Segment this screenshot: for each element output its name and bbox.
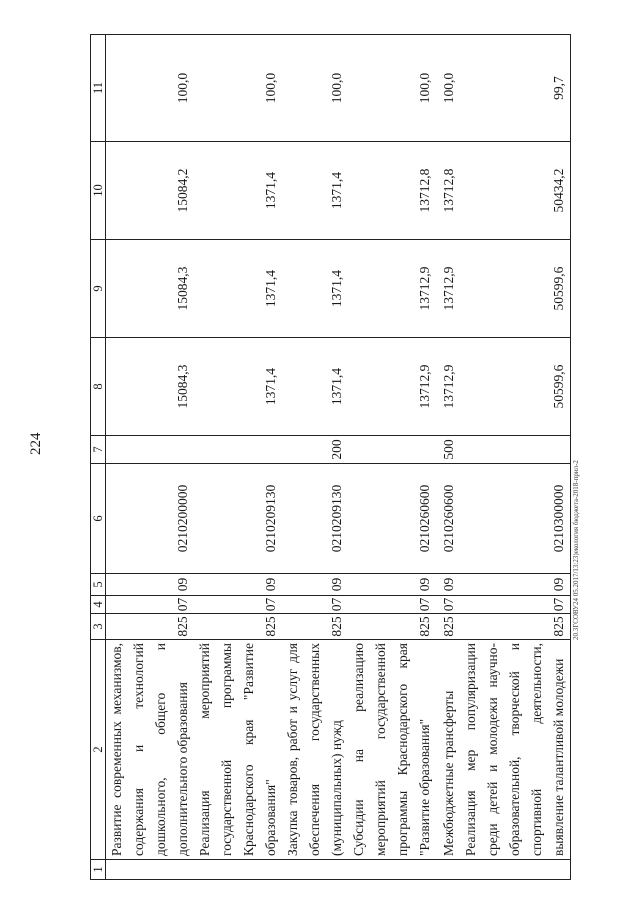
column-header: 7 (91, 436, 106, 464)
column-header: 3 (91, 614, 106, 640)
budget-table (90, 34, 571, 880)
code-expense-type (460, 436, 571, 464)
value-planned: 13712,9 (348, 240, 436, 338)
code-target: 0210200000 (106, 464, 195, 574)
table-row (460, 35, 571, 880)
code-target: 0210300000 (460, 464, 571, 574)
value-executed: 50434,2 (460, 142, 571, 240)
value-approved: 1371,4 (282, 338, 348, 436)
value-approved: 13712,9 (436, 338, 460, 436)
code-section: 07 (106, 596, 195, 614)
column-header: 10 (91, 142, 106, 240)
code-ved: 825 (194, 614, 282, 640)
value-percent: 100,0 (106, 35, 195, 142)
column-header: 5 (91, 574, 106, 596)
rotated-table-container (90, 55, 566, 880)
value-approved: 15084,3 (106, 338, 195, 436)
code-expense-type (106, 436, 195, 464)
value-percent: 100,0 (436, 35, 460, 142)
row-number-cell (106, 860, 195, 880)
code-target: 0210260600 (348, 464, 436, 574)
value-approved: 1371,4 (194, 338, 282, 436)
code-subsection: 09 (194, 574, 282, 596)
code-expense-type (194, 436, 282, 464)
value-executed: 1371,4 (282, 142, 348, 240)
footer-stamp: 20.3ГСОВУ24 05.2017/13:23)екология бюджета-2018-прил-2 (572, 460, 580, 640)
code-subsection: 09 (282, 574, 348, 596)
value-planned: 1371,4 (194, 240, 282, 338)
row-name: Субсидии на реализацию мероприятий государственной программы Краснодарского края "Развитие образования" (348, 640, 436, 860)
row-number-cell (194, 860, 282, 880)
value-percent: 100,0 (348, 35, 436, 142)
row-name: Закупка товаров, работ и услуг для обеспечения государственных (муниципальных) нужд (282, 640, 348, 860)
code-ved: 825 (348, 614, 436, 640)
table-row (436, 35, 460, 880)
value-planned: 1371,4 (282, 240, 348, 338)
column-header: 8 (91, 338, 106, 436)
value-approved: 50599,6 (460, 338, 571, 436)
value-planned: 13712,9 (436, 240, 460, 338)
table-row (282, 35, 348, 880)
value-percent: 100,0 (194, 35, 282, 142)
code-target: 0210209130 (194, 464, 282, 574)
code-expense-type: 200 (282, 436, 348, 464)
code-target: 0210209130 (282, 464, 348, 574)
table-row (194, 35, 282, 880)
code-section: 07 (282, 596, 348, 614)
row-number-cell (460, 860, 571, 880)
page-number: 224 (28, 432, 44, 455)
table-row (106, 35, 195, 880)
column-header: 1 (91, 860, 106, 880)
column-header: 11 (91, 35, 106, 142)
row-name: Развитие современных механизмов, содержания и технологий дошкольного, общего и дополнительного образования (106, 640, 195, 860)
row-number-cell (436, 860, 460, 880)
table-row (348, 35, 436, 880)
header-row (91, 35, 106, 880)
value-planned: 15084,3 (106, 240, 195, 338)
code-ved: 825 (106, 614, 195, 640)
code-ved: 825 (460, 614, 571, 640)
value-executed: 13712,8 (348, 142, 436, 240)
code-subsection: 09 (106, 574, 195, 596)
code-target: 0210260600 (436, 464, 460, 574)
code-ved: 825 (436, 614, 460, 640)
code-ved: 825 (282, 614, 348, 640)
code-section: 07 (460, 596, 571, 614)
value-executed: 13712,8 (436, 142, 460, 240)
value-percent: 99,7 (460, 35, 571, 142)
value-executed: 1371,4 (194, 142, 282, 240)
row-name: Межбюджетные трансферты (436, 640, 460, 860)
code-subsection: 09 (436, 574, 460, 596)
row-number-cell (282, 860, 348, 880)
column-header: 2 (91, 640, 106, 860)
code-section: 07 (436, 596, 460, 614)
code-section: 07 (194, 596, 282, 614)
value-percent: 100,0 (282, 35, 348, 142)
value-executed: 15084,2 (106, 142, 195, 240)
row-name: Реализация мероприятий государственной программы Краснодарского края "Развитие образования" (194, 640, 282, 860)
code-expense-type: 500 (436, 436, 460, 464)
value-approved: 13712,9 (348, 338, 436, 436)
code-section: 07 (348, 596, 436, 614)
column-header: 4 (91, 596, 106, 614)
code-subsection: 09 (348, 574, 436, 596)
code-subsection: 09 (460, 574, 571, 596)
row-number-cell (348, 860, 436, 880)
value-planned: 50599,6 (460, 240, 571, 338)
code-expense-type (348, 436, 436, 464)
column-header: 6 (91, 464, 106, 574)
column-header: 9 (91, 240, 106, 338)
row-name: Реализация мер популяризации среди детей и молодежи научно-образовательной, творческой и спортивной деятельности, выявление талантливой молодежи (460, 640, 571, 860)
